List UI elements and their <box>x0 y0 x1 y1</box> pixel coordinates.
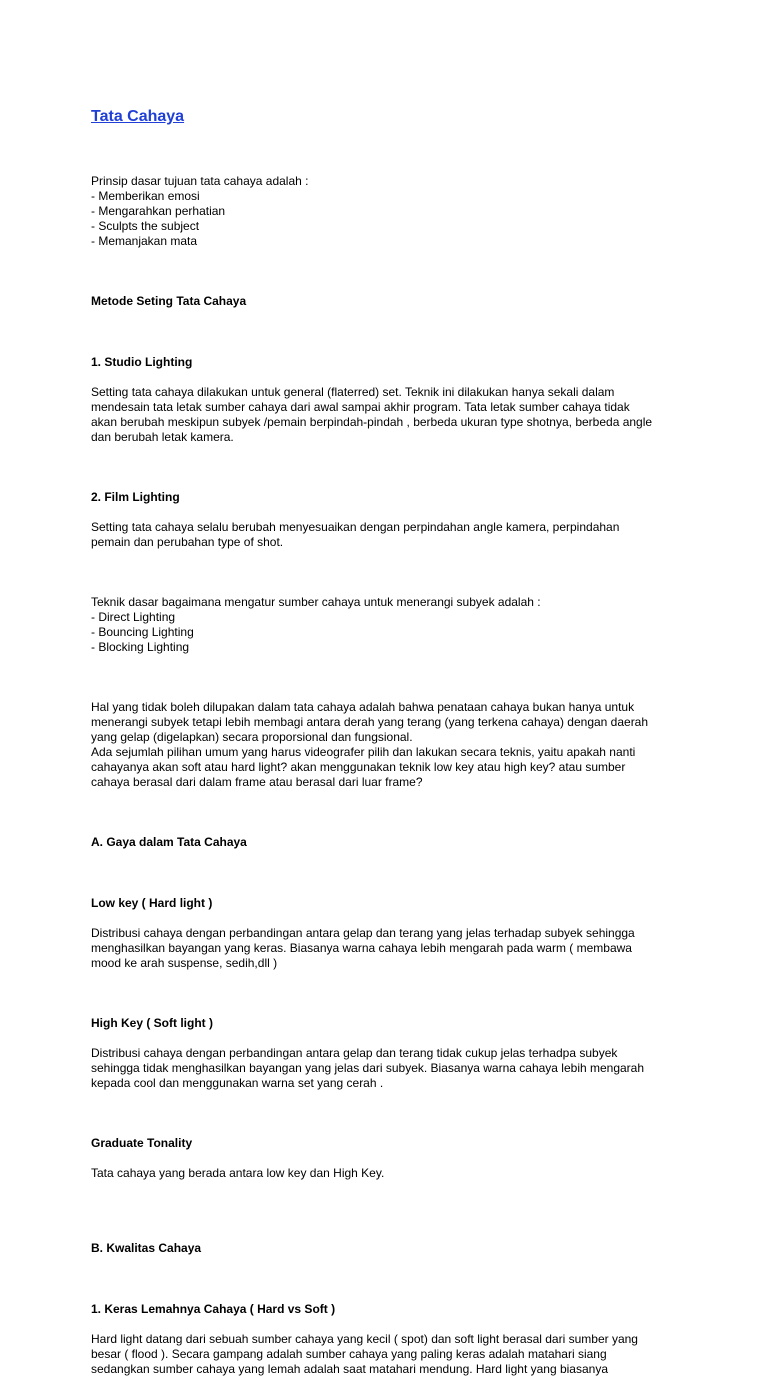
lowkey-paragraph: Distribusi cahaya dengan perbandingan antara gelap dan terang yang jelas terhadap subyek sehingga menghasilkan bayangan yang keras. Biasanya warna cahaya lebih mengarah pada warm ( membawa mood ke arah suspense, sedih,dll ) <box>91 926 635 970</box>
metode-heading: Metode Seting Tata Cahaya <box>91 294 247 308</box>
film-heading: 2. Film Lighting <box>91 490 180 504</box>
film-paragraph: Setting tata cahaya selalu berubah menyesuaikan dengan perpindahan angle kamera, perpindahan pemain dan perubahan type of shot. <box>91 520 620 549</box>
graduate-heading: Graduate Tonality <box>91 1136 193 1150</box>
studio-heading: 1. Studio Lighting <box>91 355 193 369</box>
intro-paragraph: Prinsip dasar tujuan tata cahaya adalah : - Memberikan emosi - Mengarahkan perhatian - Sculpts the subject - Memanjakan mata <box>91 174 309 248</box>
document-body <box>91 92 691 1392</box>
lowkey-heading: Low key ( Hard light ) <box>91 896 213 910</box>
studio-paragraph: Setting tata cahaya dilakukan untuk general (flaterred) set. Teknik ini dilakukan hanya sekali dalam mendesain tata letak sumber cahaya dari awal sampai akhir program. Tata letak sumber cahaya tidak akan berubah meskipun subyek /pemain berpindah-pindah , berbeda ukuran type shotnya, berbeda angle dan berubah letak kamera. <box>91 385 653 444</box>
kwalitas-heading: B. Kwalitas Cahaya <box>91 1241 202 1255</box>
keras-heading: 1. Keras Lemahnya Cahaya ( Hard vs Soft ) <box>91 1302 336 1316</box>
keras-paragraph: Hard light datang dari sebuah sumber cahaya yang kecil ( spot) dan soft light berasal dari sumber yang besar ( flood ). Secara gampang adalah sumber cahaya yang paling keras adalah matahari siang sedangkan sumber cahaya yang lemah adalah saat matahari mendung. Hard light yang biasanya <box>91 1332 638 1376</box>
teknik-paragraph: Teknik dasar bagaimana mengatur sumber cahaya untuk menerangi subyek adalah : - Direct Lighting - Bouncing Lighting - Blocking Lighting <box>91 595 541 654</box>
highkey-heading: High Key ( Soft light ) <box>91 1016 213 1030</box>
graduate-paragraph: Tata cahaya yang berada antara low key dan High Key. <box>91 1166 385 1180</box>
highkey-paragraph: Distribusi cahaya dengan perbandingan antara gelap dan terang tidak cukup jelas terhadpa subyek sehingga tidak menghasilkan bayangan yang jelas dari subyek. Biasanya warna cahaya lebih mengarah kepada cool dan menggunakan warna set yang cerah . <box>91 1046 645 1090</box>
hal-paragraph: Hal yang tidak boleh dilupakan dalam tata cahaya adalah bahwa penataan cahaya bukan hanya untuk menerangi subyek tetapi lebih membagi antara derah yang terang (yang terkena cahaya) dengan daerah yang gelap (digelapkan) secara proporsional dan fungsional. Ada sejumlah pilihan umum yang harus videografer pilih dan lakukan secara teknis, yaitu apakah nanti cahayanya akan soft atau hard light? akan menggunakan teknik low key atau high key? atau sumber cahaya berasal dari dalam frame atau berasal dari luar frame? <box>91 700 649 789</box>
page-title-link[interactable]: Tata Cahaya <box>91 108 185 125</box>
gaya-heading: A. Gaya dalam Tata Cahaya <box>91 835 247 849</box>
